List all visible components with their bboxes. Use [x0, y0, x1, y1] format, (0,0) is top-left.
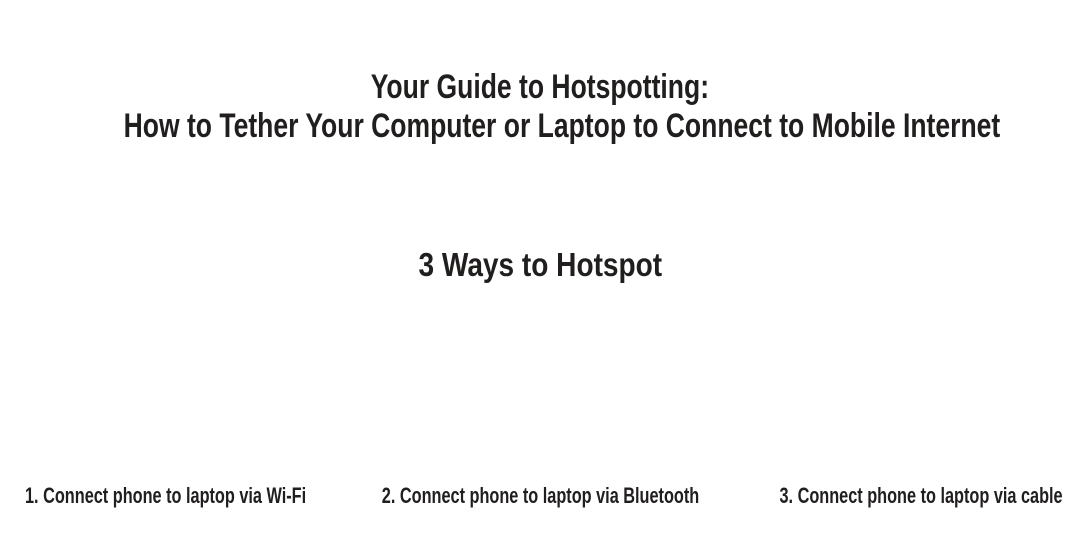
guide-title-line-1-text: Your Guide to Hotspotting: — [370, 67, 710, 106]
method-item-cable-label: 3. Connect phone to laptop via cable — [779, 483, 1063, 508]
method-item-cable — [680, 483, 1063, 509]
guide-title — [0, 68, 1080, 146]
section-heading-text: 3 Ways to Hotspot — [418, 246, 662, 284]
method-item-wifi-label: 1. Connect phone to laptop via Wi-Fi — [25, 483, 307, 508]
guide-title-line-2 — [0, 107, 1080, 146]
hotspot-methods-list — [0, 483, 1080, 511]
method-item-bluetooth-label: 2. Connect phone to laptop via Bluetooth — [381, 483, 699, 508]
section-heading — [0, 247, 1080, 283]
guide-title-line-2-text: How to Tether Your Computer or Laptop to Connect to Mobile Internet — [123, 106, 1001, 145]
guide-title-line-1 — [0, 68, 1080, 107]
